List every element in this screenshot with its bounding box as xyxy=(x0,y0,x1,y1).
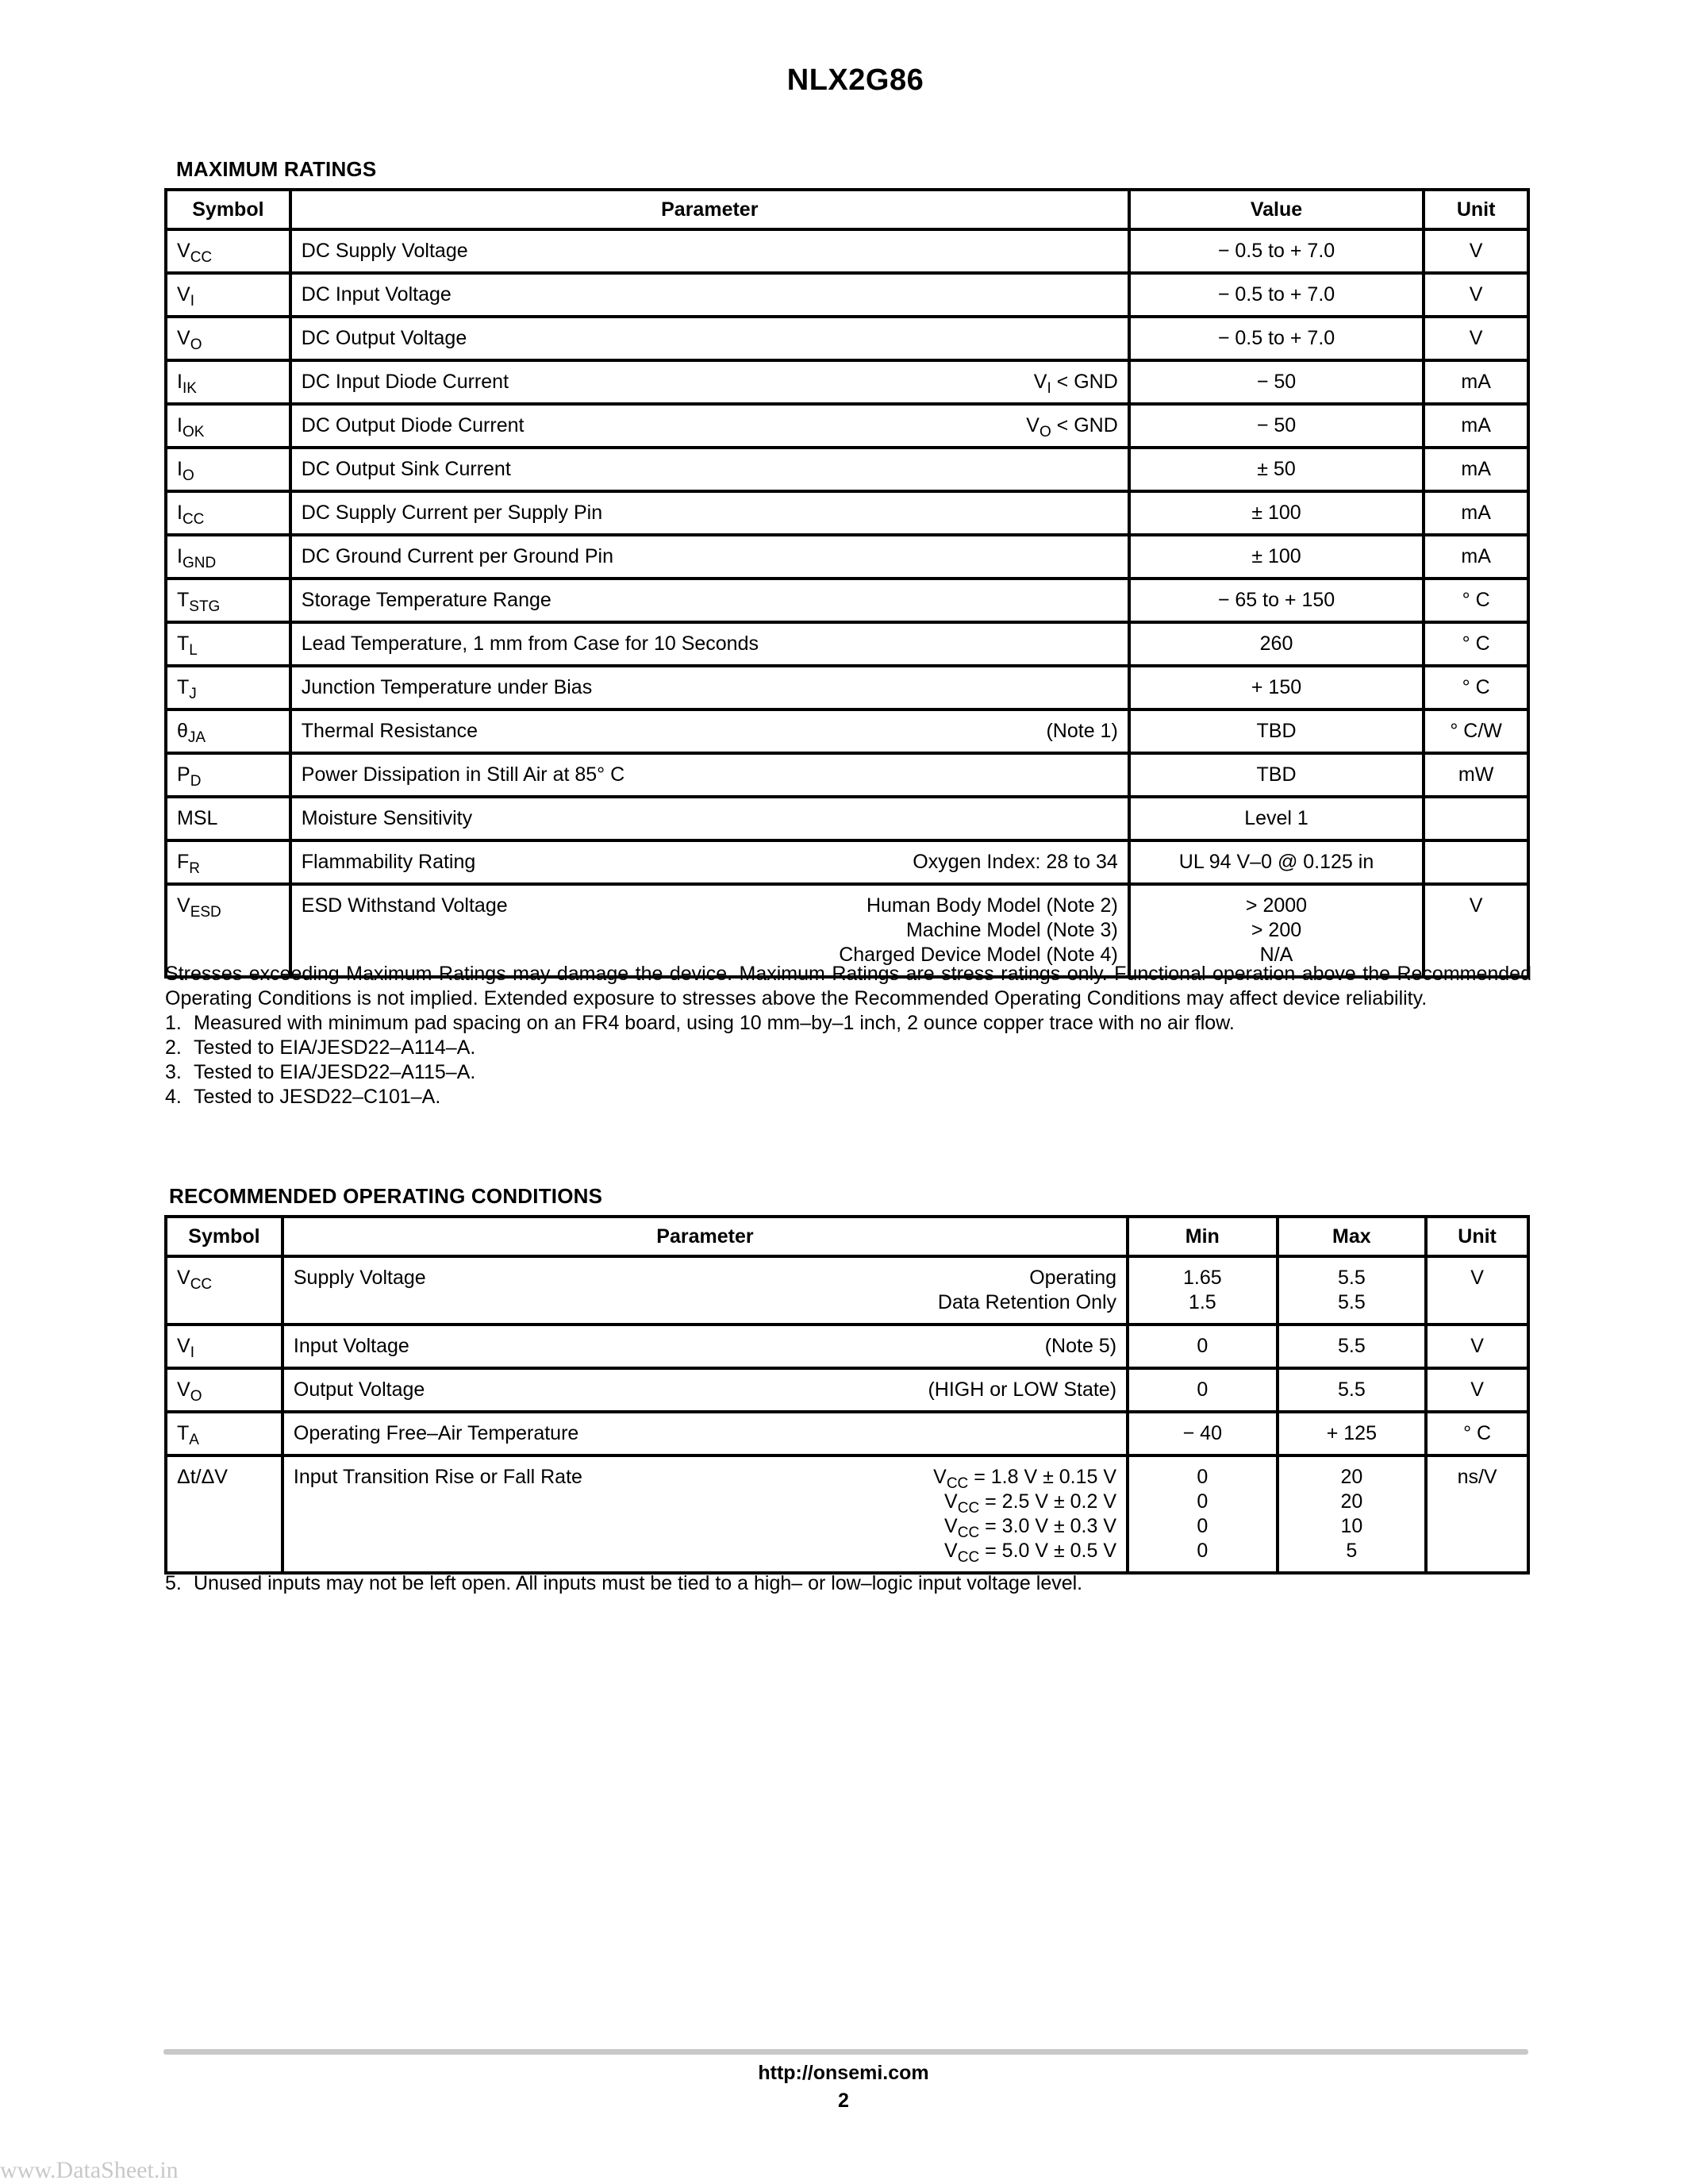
footnote-text: Unused inputs may not be left open. All inputs must be tied to a high– or low–logic input voltage level. xyxy=(194,1572,1083,1594)
parameter-label: Storage Temperature Range xyxy=(301,589,551,611)
footnote-text: Tested to EIA/JESD22–A114–A. xyxy=(194,1036,476,1059)
table-row xyxy=(166,1455,1528,1573)
value-cell xyxy=(1129,579,1424,622)
symbol-cell xyxy=(166,1325,282,1368)
header-max: Max xyxy=(1278,1217,1427,1256)
condition-subscript: CC xyxy=(957,1525,980,1541)
table-row xyxy=(166,666,1528,709)
table-row xyxy=(166,273,1528,317)
condition-line: Operating xyxy=(1029,1267,1117,1289)
unit-cell: V xyxy=(1426,1368,1528,1412)
table-header-row xyxy=(166,1217,1528,1256)
condition-line: Oxygen Index: 28 to 34 xyxy=(913,851,1118,873)
parameter-label: ESD Withstand Voltage xyxy=(301,894,508,917)
parameter-condition xyxy=(913,850,1118,875)
value-cell-line: − 0.5 to + 7.0 xyxy=(1217,240,1335,262)
parameter-label: DC Input Voltage xyxy=(301,283,452,306)
value-cell xyxy=(1129,753,1424,797)
header-unit: Unit xyxy=(1424,190,1528,229)
footnote-number: 5. xyxy=(165,1572,182,1594)
table-row xyxy=(166,360,1528,404)
value-cell-line: UL 94 V–0 @ 0.125 in xyxy=(1178,851,1374,873)
parameter-cell xyxy=(282,1368,1128,1412)
value-cell xyxy=(1129,404,1424,448)
table-row xyxy=(166,579,1528,622)
symbol: $I_{IK}$ xyxy=(177,371,197,397)
max-cell xyxy=(1278,1412,1427,1455)
footnote xyxy=(165,1060,1531,1085)
symbol: $I_{OK}$ xyxy=(177,414,205,440)
symbol: $V_{CC}$ xyxy=(177,240,213,266)
min-cell xyxy=(1128,1412,1278,1455)
parameter-label: Junction Temperature under Bias xyxy=(301,676,593,698)
value-cell xyxy=(1129,622,1424,666)
table-row xyxy=(166,1368,1528,1412)
parameter-cell xyxy=(290,448,1129,491)
symbol-subscript: CC xyxy=(190,249,213,266)
unit-cell: ° C xyxy=(1424,579,1528,622)
header-symbol: Symbol xyxy=(166,1217,282,1256)
parameter-condition xyxy=(1026,413,1118,438)
value-cell-line: TBD xyxy=(1256,763,1297,786)
symbol-cell xyxy=(166,491,290,535)
table-row xyxy=(166,622,1528,666)
value-cell-line: > 2000 xyxy=(1245,894,1308,917)
symbol-subscript: I xyxy=(190,293,194,310)
parameter-condition xyxy=(1046,719,1117,744)
unit-cell: mA xyxy=(1424,404,1528,448)
footnote-text: Measured with minimum pad spacing on an FR4 board, using 10 mm–by–1 inch, 2 ounce copper trace with no air flow. xyxy=(194,1012,1235,1034)
parameter-label: DC Output Sink Current xyxy=(301,458,511,480)
condition-line: Human Body Model (Note 2) xyxy=(866,894,1118,917)
value-cell-line: − 65 to + 150 xyxy=(1217,589,1335,611)
maximum-ratings-notes xyxy=(165,962,1531,1109)
parameter-cell xyxy=(290,317,1129,360)
footnote-number: 1. xyxy=(165,1012,182,1034)
unit-cell xyxy=(1424,797,1528,840)
value-cell-line: − 0.5 to + 7.0 xyxy=(1217,327,1335,349)
footnote-text: Tested to JESD22–C101–A. xyxy=(194,1086,441,1108)
maximum-ratings-table xyxy=(164,188,1530,979)
unit-cell: mA xyxy=(1424,448,1528,491)
symbol: $V_{CC}$ xyxy=(177,1267,213,1293)
value-cell xyxy=(1129,448,1424,491)
symbol-subscript: STG xyxy=(189,598,221,615)
min-cell-line: 0 xyxy=(1197,1335,1209,1357)
header-unit: Unit xyxy=(1426,1217,1528,1256)
symbol-cell xyxy=(166,579,290,622)
condition-subscript: CC xyxy=(946,1475,969,1492)
max-cell-line: 20 xyxy=(1340,1490,1363,1513)
value-cell xyxy=(1129,491,1424,535)
value-cell-line: ± 100 xyxy=(1251,502,1301,524)
parameter-label: Power Dissipation in Still Air at 85° C xyxy=(301,763,625,786)
parameter-label: DC Output Voltage xyxy=(301,327,467,349)
unit-cell: V xyxy=(1426,1256,1528,1325)
value-cell xyxy=(1129,273,1424,317)
stress-note: Stresses exceeding Maximum Ratings may damage the device. Maximum Ratings are stress ratings only. Functional operation above the Recommended Operating Conditions is not implied. Extended exposure to stresses above the Recommended Operating Conditions may affect device reliability. xyxy=(165,963,1531,1009)
max-cell-line: 5.5 xyxy=(1337,1291,1366,1313)
parameter-condition xyxy=(933,1465,1117,1566)
parameter-label: Moisture Sensitivity xyxy=(301,807,473,829)
symbol-cell xyxy=(166,535,290,579)
symbol-subscript: JA xyxy=(187,729,206,746)
value-cell-line: 260 xyxy=(1259,633,1293,655)
table-row xyxy=(166,709,1528,753)
table-row xyxy=(166,229,1528,273)
parameter-cell xyxy=(282,1325,1128,1368)
condition-line: $V_{CC} = 1.8$ V ± 0.15 V xyxy=(933,1466,1117,1492)
symbol-subscript: L xyxy=(189,642,198,659)
condition-line: Machine Model (Note 3) xyxy=(905,919,1118,941)
parameter-label: Flammability Rating xyxy=(301,851,476,873)
symbol-subscript: IK xyxy=(182,380,197,397)
table-row xyxy=(166,797,1528,840)
parameter-cell xyxy=(290,579,1129,622)
symbol-subscript: CC xyxy=(182,511,205,528)
condition-line: $V_{CC} = 5.0$ V ± 0.5 V xyxy=(944,1540,1117,1566)
min-cell-line: − 40 xyxy=(1182,1422,1222,1444)
parameter-label: DC Ground Current per Ground Pin xyxy=(301,545,614,567)
unit-cell: V xyxy=(1424,273,1528,317)
condition-subscript: I xyxy=(1047,380,1051,397)
parameter-label: DC Input Diode Current xyxy=(301,371,509,393)
symbol-subscript: OK xyxy=(182,424,205,440)
recommended-operating-conditions-body xyxy=(166,1256,1528,1573)
symbol-cell xyxy=(166,1256,282,1325)
symbol: $T_{STG}$ xyxy=(177,589,221,615)
parameter-cell xyxy=(282,1256,1128,1325)
parameter-condition xyxy=(1045,1334,1116,1359)
symbol-cell xyxy=(166,753,290,797)
max-cell xyxy=(1278,1368,1427,1412)
symbol-cell xyxy=(166,404,290,448)
symbol: $T_J$ xyxy=(177,676,197,702)
table-row xyxy=(166,404,1528,448)
min-cell-line: 0 xyxy=(1197,1515,1209,1537)
value-cell-line: TBD xyxy=(1256,720,1297,742)
footnote xyxy=(165,1085,1531,1109)
max-cell-line: + 125 xyxy=(1326,1422,1377,1444)
parameter-label: Output Voltage xyxy=(293,1378,425,1401)
condition-subscript: CC xyxy=(957,1549,980,1566)
symbol: $T_L$ xyxy=(177,633,198,659)
footnote xyxy=(165,1571,1531,1596)
footer-url-link[interactable]: http://onsemi.com xyxy=(758,2062,929,2084)
symbol-cell xyxy=(166,448,290,491)
parameter-condition xyxy=(938,1266,1116,1315)
min-cell xyxy=(1128,1368,1278,1412)
parameter-cell xyxy=(290,797,1129,840)
unit-cell: V xyxy=(1424,884,1528,977)
max-cell xyxy=(1278,1455,1427,1573)
symbol: $P_D$ xyxy=(177,763,202,790)
parameter-cell xyxy=(290,229,1129,273)
value-cell-line: > 200 xyxy=(1251,919,1302,941)
symbol-cell xyxy=(166,622,290,666)
value-cell xyxy=(1129,709,1424,753)
header-parameter: Parameter xyxy=(290,190,1129,229)
symbol-cell xyxy=(166,229,290,273)
parameter-condition xyxy=(1033,370,1118,397)
notes-list xyxy=(165,1571,1531,1596)
symbol: $F_R$ xyxy=(177,851,201,877)
table-row xyxy=(166,448,1528,491)
parameter-cell xyxy=(290,360,1129,404)
symbol-subscript: I xyxy=(190,1344,194,1361)
symbol-cell xyxy=(166,840,290,884)
max-cell-line: 5.5 xyxy=(1337,1335,1366,1357)
symbol-subscript: ESD xyxy=(190,904,221,921)
footnote xyxy=(165,1011,1531,1036)
symbol-subscript: GND xyxy=(182,555,217,571)
min-cell xyxy=(1128,1325,1278,1368)
symbol-subscript: O xyxy=(182,467,194,484)
header-value: Value xyxy=(1129,190,1424,229)
symbol-cell xyxy=(166,1455,282,1573)
value-cell-line: ± 100 xyxy=(1251,545,1301,567)
condition-line: (HIGH or LOW State) xyxy=(928,1378,1117,1401)
table-row xyxy=(166,1256,1528,1325)
symbol-cell xyxy=(166,666,290,709)
parameter-cell xyxy=(290,535,1129,579)
min-cell-line: 1.65 xyxy=(1182,1267,1222,1289)
symbol: $V_O$ xyxy=(177,327,202,353)
unit-cell: ° C xyxy=(1424,666,1528,709)
symbol: $\theta_{JA}$ xyxy=(177,720,206,746)
symbol-cell xyxy=(166,360,290,404)
watermark: www.DataSheet.in xyxy=(0,2157,179,2183)
parameter-cell xyxy=(290,840,1129,884)
value-cell-line: − 50 xyxy=(1256,414,1297,436)
value-cell xyxy=(1129,317,1424,360)
parameter-label: Input Voltage xyxy=(293,1335,409,1357)
value-cell-line: Level 1 xyxy=(1244,807,1308,829)
symbol-cell xyxy=(166,273,290,317)
table-row xyxy=(166,491,1528,535)
unit-cell: mW xyxy=(1424,753,1528,797)
symbol: $V_I$ xyxy=(177,283,194,310)
header-parameter: Parameter xyxy=(282,1217,1128,1256)
value-cell xyxy=(1129,797,1424,840)
notes-list xyxy=(165,1011,1531,1109)
symbol-subscript: O xyxy=(190,1388,202,1405)
header-symbol: Symbol xyxy=(166,190,290,229)
header-min: Min xyxy=(1128,1217,1278,1256)
parameter-condition xyxy=(928,1378,1116,1402)
max-cell-line: 5.5 xyxy=(1337,1378,1366,1401)
unit-cell: mA xyxy=(1424,491,1528,535)
unit-cell xyxy=(1424,840,1528,884)
unit-cell: ° C xyxy=(1424,622,1528,666)
symbol: Δt/ΔV xyxy=(177,1466,228,1488)
symbol: $V_I$ xyxy=(177,1335,194,1361)
value-cell-line: + 150 xyxy=(1251,676,1302,698)
condition-line: (Note 1) xyxy=(1046,720,1118,742)
max-cell xyxy=(1278,1325,1427,1368)
parameter-cell xyxy=(290,622,1129,666)
unit-cell: V xyxy=(1426,1325,1528,1368)
min-cell xyxy=(1128,1256,1278,1325)
recommended-operating-conditions-notes xyxy=(165,1571,1531,1596)
value-cell-line: − 50 xyxy=(1256,371,1297,393)
max-cell-line: 10 xyxy=(1340,1515,1363,1537)
maximum-ratings-body xyxy=(166,229,1528,977)
symbol-subscript: D xyxy=(190,773,202,790)
parameter-label: DC Output Diode Current xyxy=(301,414,525,436)
unit-cell: ° C/W xyxy=(1424,709,1528,753)
table-row xyxy=(166,1325,1528,1368)
symbol-subscript: A xyxy=(189,1432,199,1448)
min-cell-line: 1.5 xyxy=(1188,1291,1216,1313)
condition-line: $V_I$ < GND xyxy=(1033,371,1118,397)
symbol: $I_{CC}$ xyxy=(177,502,205,528)
unit-cell: ns/V xyxy=(1426,1455,1528,1573)
unit-cell: mA xyxy=(1424,535,1528,579)
min-cell-line: 0 xyxy=(1197,1466,1209,1488)
parameter-cell xyxy=(290,491,1129,535)
parameter-cell xyxy=(290,273,1129,317)
parameter-label: Operating Free–Air Temperature xyxy=(293,1422,579,1444)
symbol: $I_O$ xyxy=(177,458,194,484)
condition-line: Data Retention Only xyxy=(937,1291,1117,1313)
table-row xyxy=(166,317,1528,360)
parameter-cell xyxy=(290,709,1129,753)
parameter-cell xyxy=(282,1455,1128,1573)
footnote-number: 3. xyxy=(165,1061,182,1083)
parameter-cell xyxy=(290,753,1129,797)
condition-subscript: O xyxy=(1039,424,1051,440)
symbol: MSL xyxy=(177,807,218,829)
symbol: $I_{GND}$ xyxy=(177,545,217,571)
recommended-operating-conditions-heading: RECOMMENDED OPERATING CONDITIONS xyxy=(169,1184,603,1208)
max-cell-line: 5.5 xyxy=(1337,1267,1366,1289)
table-row xyxy=(166,753,1528,797)
min-cell-line: 0 xyxy=(1197,1378,1209,1401)
footnote-number: 4. xyxy=(165,1086,182,1108)
unit-cell: mA xyxy=(1424,360,1528,404)
parameter-condition xyxy=(839,894,1118,967)
min-cell xyxy=(1128,1455,1278,1573)
symbol-subscript: J xyxy=(189,686,197,702)
table-row xyxy=(166,840,1528,884)
value-cell-line: − 0.5 to + 7.0 xyxy=(1217,283,1335,306)
symbol-subscript: O xyxy=(190,336,202,353)
value-cell-line: ± 50 xyxy=(1257,458,1296,480)
footnote xyxy=(165,1036,1531,1060)
symbol: $T_A$ xyxy=(177,1422,199,1448)
value-cell xyxy=(1129,360,1424,404)
value-cell-line: N/A xyxy=(1259,944,1293,966)
max-cell-line: 20 xyxy=(1340,1466,1363,1488)
min-cell-line: 0 xyxy=(1197,1490,1209,1513)
unit-cell: V xyxy=(1424,229,1528,273)
max-cell-line: 5 xyxy=(1346,1540,1358,1562)
footnote-number: 2. xyxy=(165,1036,182,1059)
condition-line: $V_O$ < GND xyxy=(1026,414,1118,440)
value-cell xyxy=(1129,229,1424,273)
symbol: $V_O$ xyxy=(177,1378,202,1405)
parameter-label: Lead Temperature, 1 mm from Case for 10 Seconds xyxy=(301,633,759,655)
symbol-cell xyxy=(166,1412,282,1455)
parameter-cell xyxy=(290,666,1129,709)
recommended-operating-conditions-table xyxy=(164,1215,1530,1575)
maximum-ratings-heading: MAXIMUM RATINGS xyxy=(176,157,377,181)
parameter-label: Supply Voltage xyxy=(293,1267,426,1289)
min-cell-line: 0 xyxy=(1197,1540,1209,1562)
unit-cell: V xyxy=(1424,317,1528,360)
footnote-text: Tested to EIA/JESD22–A115–A. xyxy=(194,1061,476,1083)
unit-cell: ° C xyxy=(1426,1412,1528,1455)
condition-line: (Note 5) xyxy=(1044,1335,1117,1357)
parameter-cell xyxy=(290,404,1129,448)
table-row xyxy=(166,1412,1528,1455)
page-title: NLX2G86 xyxy=(786,63,924,97)
symbol-cell xyxy=(166,797,290,840)
symbol-cell xyxy=(166,709,290,753)
max-cell xyxy=(1278,1256,1427,1325)
parameter-label: Thermal Resistance xyxy=(301,720,478,742)
symbol-cell xyxy=(166,317,290,360)
parameter-label: DC Supply Voltage xyxy=(301,240,468,262)
table-row xyxy=(166,535,1528,579)
footer-divider xyxy=(163,2049,1528,2055)
value-cell xyxy=(1129,535,1424,579)
parameter-label: Input Transition Rise or Fall Rate xyxy=(293,1466,582,1488)
symbol-subscript: CC xyxy=(190,1276,213,1293)
page-number: 2 xyxy=(838,2090,849,2112)
symbol: $V_{ESD}$ xyxy=(177,894,221,921)
value-cell xyxy=(1129,840,1424,884)
parameter-label: DC Supply Current per Supply Pin xyxy=(301,502,603,524)
parameter-cell xyxy=(282,1412,1128,1455)
table-header-row xyxy=(166,190,1528,229)
symbol-cell xyxy=(166,1368,282,1412)
value-cell xyxy=(1129,666,1424,709)
symbol-subscript: R xyxy=(189,860,201,877)
condition-line: Charged Device Model (Note 4) xyxy=(839,944,1118,966)
condition-line: $V_{CC} = 2.5$ V ± 0.2 V xyxy=(944,1490,1117,1517)
condition-line: $V_{CC} = 3.0$ V ± 0.3 V xyxy=(944,1515,1117,1541)
condition-subscript: CC xyxy=(957,1500,980,1517)
